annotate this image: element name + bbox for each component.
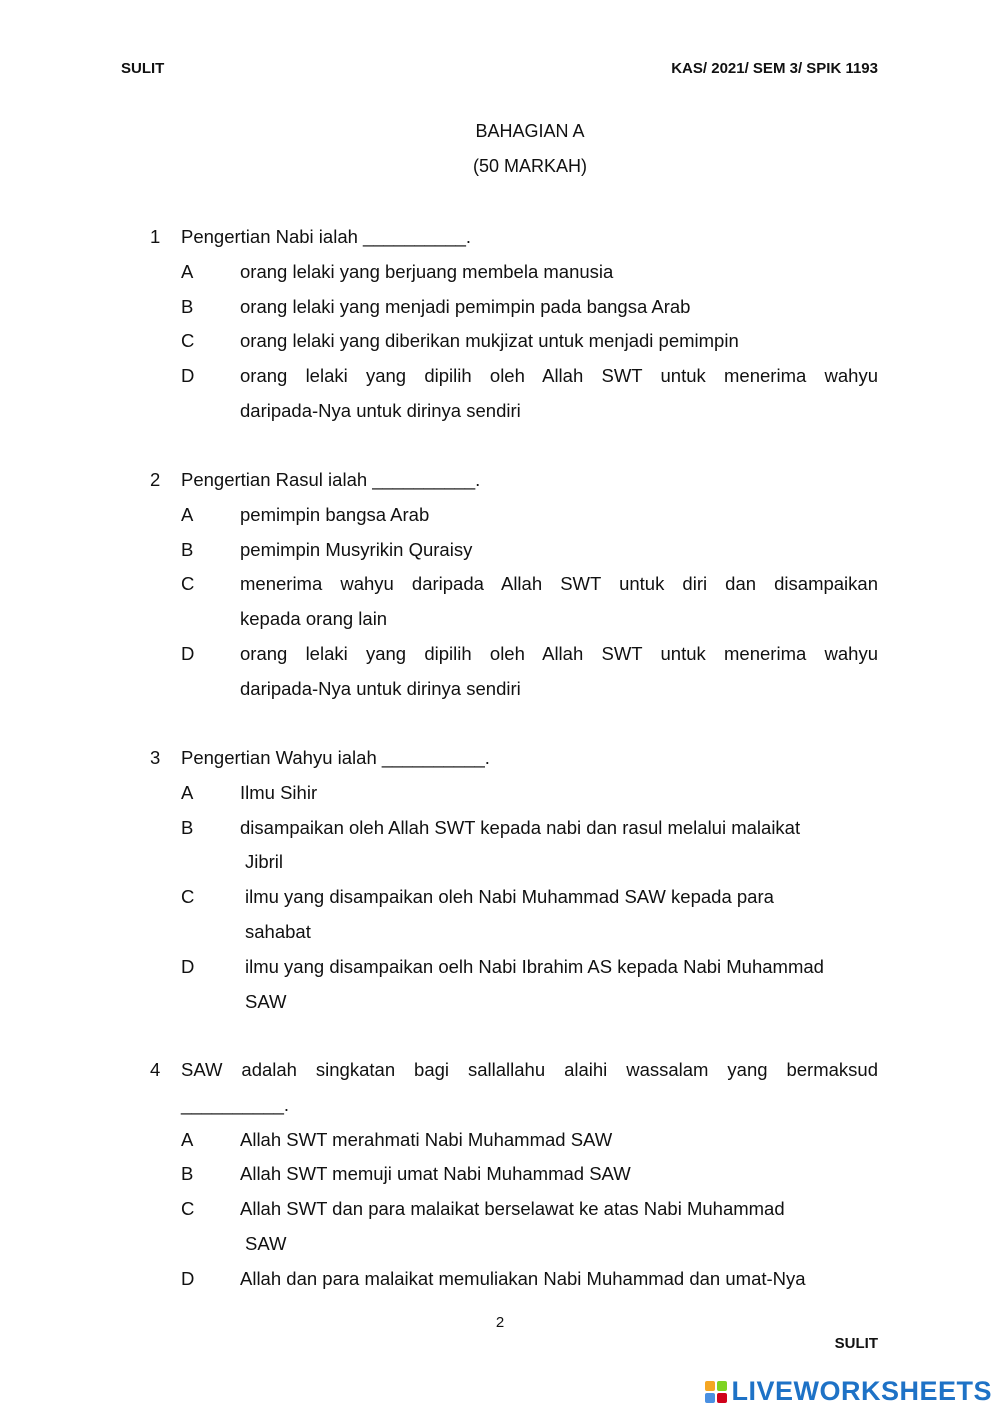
option-letter: D (181, 1268, 195, 1289)
option-text: Allah SWT merahmati Nabi Muhammad SAW (240, 1129, 613, 1150)
option-text: disampaikan oleh Allah SWT kepada nabi dan rasul melalui malaikat (240, 817, 801, 838)
question-1 (0, 220, 1000, 430)
option-text: ilmu yang disampaikan oleh Nabi Muhammad SAW kepada para (245, 886, 774, 907)
option-letter: C (181, 1198, 195, 1219)
question-text: SAW adalah singkatan bagi sallallahu alaihi wassalam yang bermaksud (181, 1059, 878, 1080)
option-letter: B (181, 817, 194, 838)
option-text: orang lelaki yang berjuang membela manusia (240, 261, 614, 282)
option-letter: B (181, 539, 194, 560)
question-4 (0, 1053, 1000, 1298)
footer-right: SULIT (834, 1335, 878, 1352)
option-text: orang lelaki yang dipilih oleh Allah SWT untuk menerima wahyu (240, 365, 878, 386)
question-text: Pengertian Rasul ialah __________. (181, 469, 481, 490)
option-text-continued: Jibril (245, 851, 284, 872)
option-text: ilmu yang disampaikan oelh Nabi Ibrahim AS kepada Nabi Muhammad (245, 956, 824, 977)
option-letter: A (181, 504, 194, 525)
option-text: Allah SWT memuji umat Nabi Muhammad SAW (240, 1163, 631, 1184)
option-text: menerima wahyu daripada Allah SWT untuk diri dan disampaikan (240, 573, 878, 594)
liveworksheets-brand[interactable] (705, 1376, 992, 1407)
brand-name: LIVEWORKSHEETS (731, 1376, 992, 1406)
option-text-continued: SAW (245, 1233, 287, 1254)
page-number: 2 (495, 1314, 505, 1331)
liveworksheets-logo-icon (705, 1381, 727, 1403)
option-text-continued: kepada orang lain (240, 608, 388, 629)
option-text: Ilmu Sihir (240, 782, 318, 803)
question-text-continued: __________. (181, 1094, 290, 1115)
option-letter: A (181, 261, 194, 282)
question-number: 3 (150, 747, 161, 768)
option-text: orang lelaki yang diberikan mukjizat untuk menjadi pemimpin (240, 330, 739, 351)
option-text-continued: daripada-Nya untuk dirinya sendiri (240, 678, 521, 699)
section-marks: (50 MARKAH) (472, 156, 588, 176)
option-letter: B (181, 1163, 194, 1184)
question-2 (0, 463, 1000, 708)
question-text: Pengertian Nabi ialah __________. (181, 226, 472, 247)
option-letter: C (181, 330, 195, 351)
option-letter: A (181, 782, 194, 803)
question-text: Pengertian Wahyu ialah __________. (181, 747, 490, 768)
header-left: SULIT (121, 60, 165, 77)
option-text-continued: daripada-Nya untuk dirinya sendiri (240, 400, 521, 421)
option-text: pemimpin Musyrikin Quraisy (240, 539, 473, 560)
option-text: orang lelaki yang dipilih oleh Allah SWT untuk menerima wahyu (240, 643, 878, 664)
option-letter: D (181, 956, 195, 977)
question-3 (0, 741, 1000, 1021)
option-letter: C (181, 886, 195, 907)
option-letter: B (181, 296, 194, 317)
option-letter: D (181, 643, 195, 664)
question-number: 4 (150, 1059, 161, 1080)
option-text-continued: SAW (245, 991, 287, 1012)
question-number: 2 (150, 469, 161, 490)
option-text-continued: sahabat (245, 921, 311, 942)
question-number: 1 (150, 226, 161, 247)
option-text: Allah dan para malaikat memuliakan Nabi Muhammad dan umat-Nya (240, 1268, 806, 1289)
option-text: Allah SWT dan para malaikat berselawat ke atas Nabi Muhammad (240, 1198, 785, 1219)
option-text: orang lelaki yang menjadi pemimpin pada bangsa Arab (240, 296, 691, 317)
option-letter: D (181, 365, 195, 386)
section-title: BAHAGIAN A (475, 121, 585, 141)
option-letter: A (181, 1129, 194, 1150)
header-right-code: KAS/ 2021/ SEM 3/ SPIK 1193 (671, 60, 878, 77)
option-text: pemimpin bangsa Arab (240, 504, 430, 525)
option-letter: C (181, 573, 195, 594)
